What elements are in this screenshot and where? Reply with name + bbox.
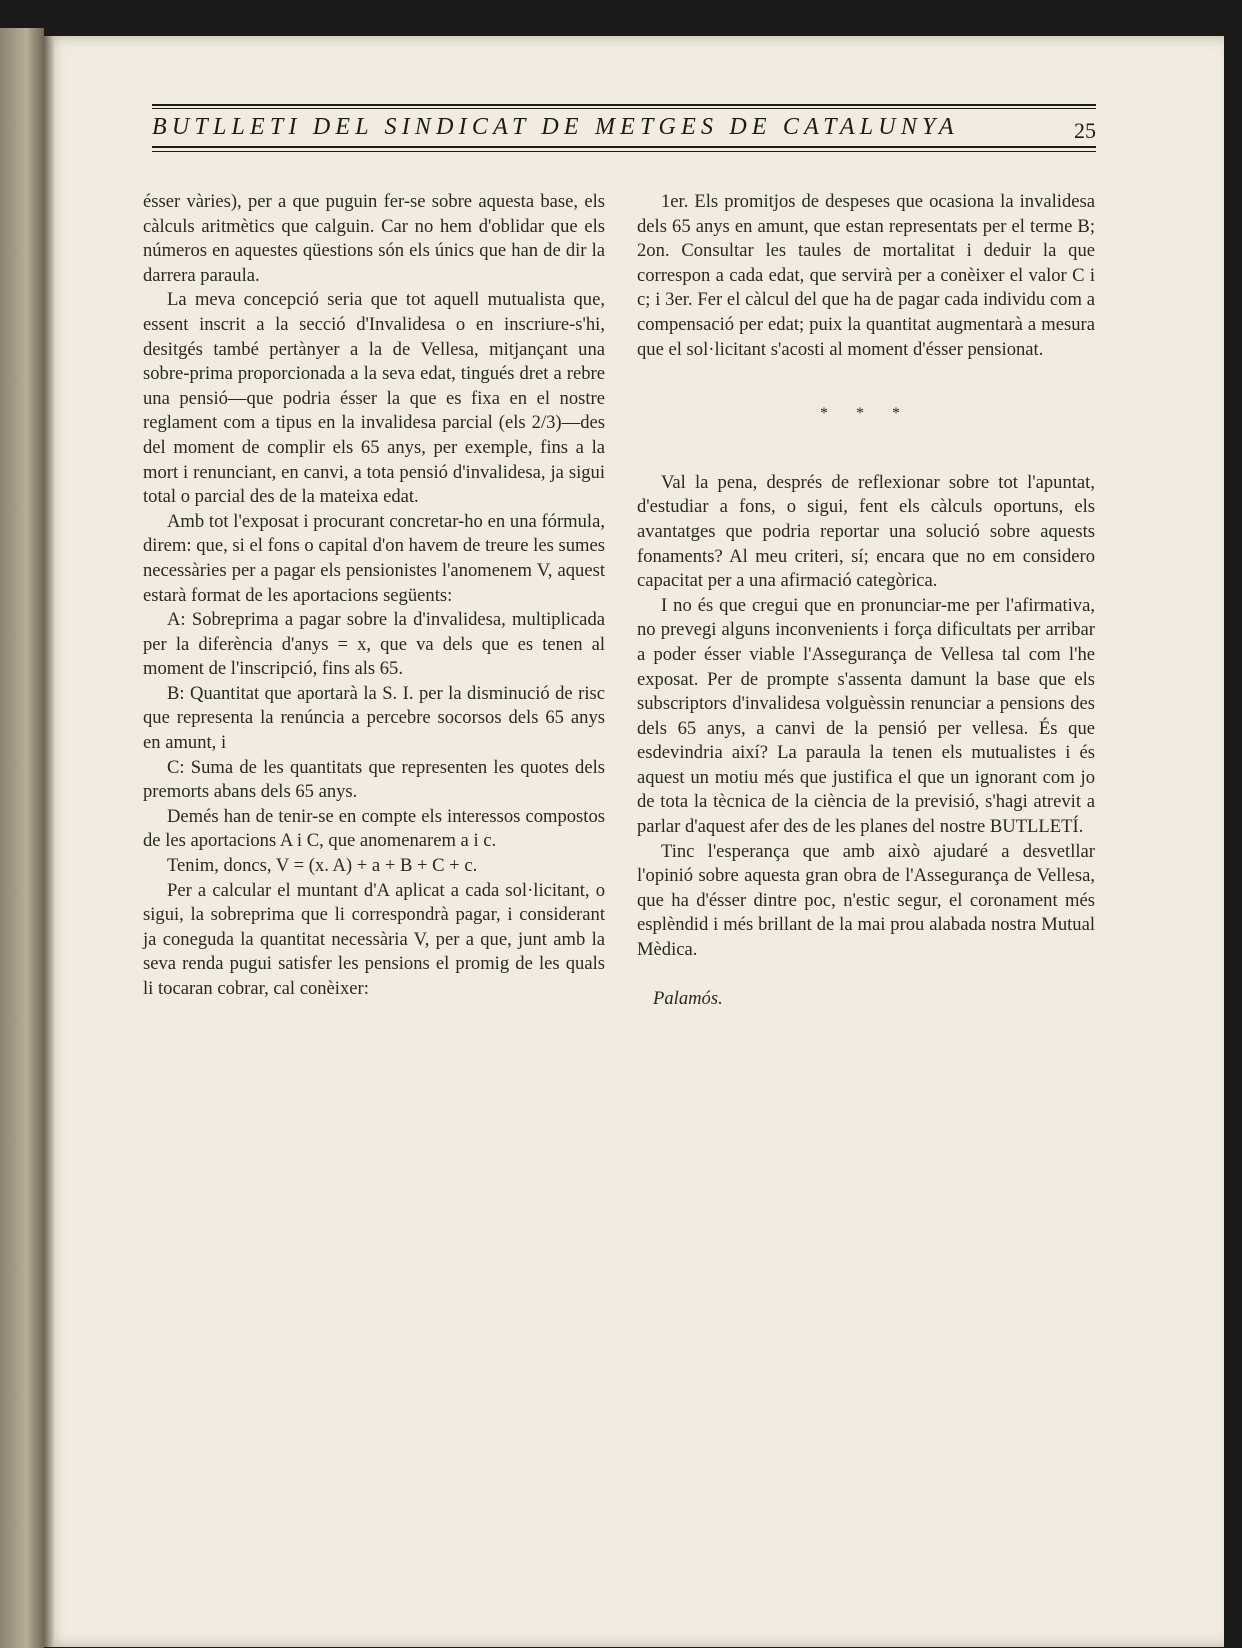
facing-page-edge <box>0 28 44 1648</box>
paragraph: Tinc l'esperança que amb això ajudaré a desvetllar l'opinió sobre aquesta gran obra de l'Assegurança de Vellesa, que ha d'ésser dintre poc, n'estic segur, el coronament més esplèndid i més brillant de la mai prou alabada nostra Mutual Mèdica. <box>637 840 1095 961</box>
paragraph: Per a calcular el muntant d'A aplicat a cada sol·licitant, o sigui, la sobreprima que li correspondrà pagar, i considerant ja coneguda la quantitat necessària V, per a que, junt amb la seva renda pugui satisfer les pensions el promig de les quals li tocaran cobrar, cal conèixer: <box>143 879 605 999</box>
paragraph: I no és que cregui que en pronunciar-me per l'afirmativa, no prevegi alguns inconvenients i força dificultats per arribar a poder ésser viable l'Assegurança de Vellesa tal com l'he exposat. Per de prompte s'assenta damunt la base que els subscriptors d'invalidesa volguèssin renunciar a pensions des dels 65 anys, a canvi de la pensió per vellesa. És que esdevindria així? La paraula la tenen els mutualistes i és aquest un motiu més que justifica el que un ignorant com jo de tota la tècnica de la ciència de la previsió, s'hagi atrevit a parlar d'aquest afer des de les planes del nostre BUTLLETÍ. <box>637 594 1095 838</box>
page-gutter <box>44 36 54 1647</box>
paragraph: B: Quantitat que aportarà la S. I. per la disminució de risc que representa la renúncia a percebre socorsos dels 65 anys en amunt, i <box>143 682 605 754</box>
paragraph: 1er. Els promitjos de despeses que ocasiona la invalidesa dels 65 anys en amunt, que estan representats per el terme B; 2on. Consultar les taules de mortalitat i deduir la que correspon a cada edat, que servirà per a conèixer el valor C i c; i 3er. Fer el càlcul del que ha de pagar cada individu com a compensació per edat; puix la quantitat augmentarà a mesura que el sol·licitant s'acosti al moment d'ésser pensionat. <box>637 191 1095 360</box>
formula: Tenim, doncs, V = (x. A) + a + B + C + c. <box>167 855 478 877</box>
paragraph: Amb tot l'exposat i procurant concretar-ho en una fórmula, direm: que, si el fons o capital d'on havem de treure les sumes necessàries per a pagar els pensionistes l'anomenem V, aquest estarà format de les aportacions següents: <box>143 510 605 606</box>
paragraph: A: Sobreprima a pagar sobre la d'invalidesa, multiplicada per la diferència d'anys = x, que va dels que es tenen al moment de l'inscripció, fins als 65. <box>143 609 605 680</box>
paragraph: C: Suma de les quantitats que representen les quotes dels premorts abans dels 65 anys. <box>143 756 605 803</box>
paragraph: ésser vàries), per a que puguin fer-se sobre aquesta base, els càlculs aritmètics que calguin. Car no hem d'oblidar que els números en aquestes qüestions són els únics que han de dir la darrera paraula. <box>143 191 605 286</box>
running-title: BUTLLETI DEL SINDICAT DE METGES DE CATALUNYA <box>152 114 959 140</box>
section-ornament: * * * <box>820 405 912 423</box>
header-rule <box>152 108 1096 109</box>
page-number: 25 <box>1074 118 1096 143</box>
header-rule <box>152 104 1096 106</box>
right-column <box>637 190 1095 1011</box>
paragraph: Val la pena, després de reflexionar sobre tot l'apuntat, d'estudiar a fons, o sigui, fent els càlculs oportuns, els avantatges que podria reportar una solució sobre aquests fonaments? Al meu criteri, sí; encara que no em considero capacitat per a una afirmació categòrica. <box>637 471 1095 592</box>
paragraph: Demés han de tenir-se en compte els interessos compostos de les aportacions A i C, que anomenarem a i c. <box>143 805 605 852</box>
header-rule <box>152 146 1096 148</box>
left-column <box>143 190 605 1002</box>
header-rule <box>152 151 1096 152</box>
place-signoff: Palamós. <box>653 987 723 1009</box>
paragraph: La meva concepció seria que tot aquell mutualista que, essent inscrit a la secció d'Invalidesa o en inscriure-s'hi, desitgés també pertànyer a la de Vellesa, mitjançant una sobre-prima proporcionada a la seva edat, tingués dret a rebre una pensió—que podria ésser la que es fixa en el nostre reglament com a tipus en la invalidesa parcial (els 2/3)—des del moment de complir els 65 anys, per exemple, fins a la mort i renunciant, en canvi, a tota pensió d'invalidesa, ja sigui total o parcial des de la mateixa edat. <box>143 289 605 508</box>
running-header <box>152 104 1096 156</box>
